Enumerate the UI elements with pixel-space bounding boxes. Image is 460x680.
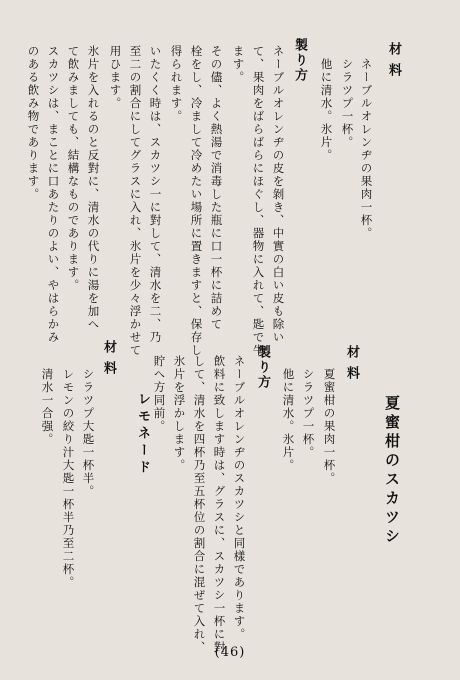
method-line: 用ひます。	[108, 45, 123, 110]
method-line: 至二の割合にしてグラスに入れ、氷片を少々浮かせて	[128, 45, 143, 357]
method-line: その儘、よく熱湯で消毒した瓶に口一杯に詰めて	[209, 45, 224, 331]
method-line: 氷片を入れるのと反對に、清水の代りに湯を加へ	[86, 45, 101, 331]
method-line: いたくく時は、スカツシ一に對して、清水を二、乃	[148, 45, 163, 344]
method-line: ネーブルオレンヂのスカツシと同樣であります。	[232, 355, 247, 641]
method-line: 氷片を浮かします。	[172, 355, 187, 472]
ingredient-line: 清水一合强。	[40, 368, 55, 446]
method-line: して、清水を四杯乃至五杯位の割合に混ぜて入れ、	[192, 355, 207, 654]
method-line: ネーブルオレンヂの皮を剝き、中實の白い皮も除い	[271, 45, 286, 344]
recipe-title: 夏蜜柑のスカツシ	[383, 395, 401, 547]
method-line: のある飲み物であります。	[26, 45, 41, 201]
method-line: スカツシは、まことに口あたりのよい、やはらかみ	[46, 45, 61, 344]
method-line: 得られます。	[169, 45, 184, 123]
method-line: 栓をし、冷まして冷めたい場所に置きますと、保存し	[189, 45, 204, 357]
ingredient-line: シラツプ一杯。	[301, 368, 316, 459]
method-line: 貯へ方同前。	[152, 355, 167, 433]
ingredient-line: ネーブルオレンヂの果肉一杯。	[359, 58, 374, 240]
ingredient-line: 他に清水。氷片。	[319, 58, 334, 162]
method-heading: 製り方	[292, 38, 307, 83]
lemonade-title: レモネード	[135, 392, 150, 477]
ingredient-line: シラツプ大匙一杯半。	[81, 368, 96, 498]
method-line: て飲みましても、結構なものであります。	[66, 45, 81, 292]
ingredient-line: レモンの絞り汁大匙一杯半乃至二杯。	[61, 368, 76, 589]
lemonade-ingredients-heading: 材料	[101, 340, 116, 382]
page-number: (46)	[214, 645, 246, 660]
method-heading: 製り方	[255, 345, 270, 390]
ingredients-heading: 材料	[344, 345, 359, 387]
ingredient-line: シラツプ一杯。	[340, 58, 355, 149]
method-line: て、果肉をばらばらにほぐし、器物に入れて、匙で牛	[251, 45, 266, 357]
method-line: ます。	[231, 45, 246, 84]
ingredients-heading: 材料	[386, 42, 401, 84]
method-line: 飲料に致します時は、グラスに、スカツシ一杯に對	[212, 355, 227, 654]
ingredient-line: 夏蜜柑の果肉一杯。	[322, 368, 337, 485]
ingredient-line: 他に清水。氷片。	[281, 368, 296, 472]
